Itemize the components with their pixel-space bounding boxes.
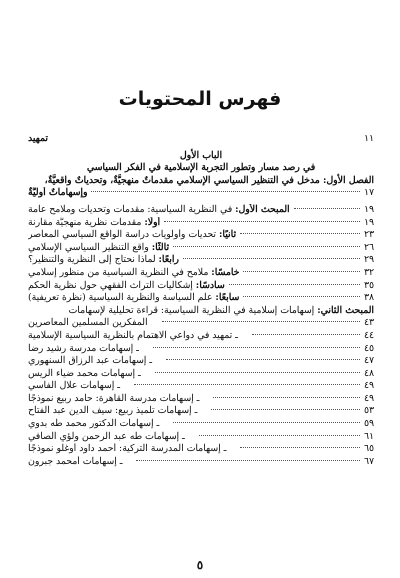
toc-entry-section1 [28, 204, 374, 217]
page-ref: ٦٧ [364, 455, 374, 467]
entry-text [28, 254, 179, 267]
item-label: خامسًا: [211, 266, 240, 278]
page-ref: ٤٩ [364, 392, 374, 404]
item-title: مقدمات نظرية منهجيَّة مقارنة [28, 216, 145, 228]
page-ref: ٤٨ [364, 367, 374, 379]
toc-entry [28, 456, 374, 469]
entry-text: ـ إسهامات تلميذ ربيع: سيف الدين عبد الفتاح [28, 405, 198, 417]
entry-text: ـ إسهامات علال الفاسي [28, 380, 120, 392]
toc-entry [28, 254, 374, 267]
leader-dots [173, 245, 360, 247]
page-ref: ٤٣ [364, 317, 374, 329]
leader-dots [164, 220, 360, 222]
toc-entry [28, 292, 374, 305]
page-ref: ١٩ [364, 216, 374, 228]
section2-heading-line1 [28, 305, 374, 318]
page-ref: ٢٣ [364, 229, 374, 241]
section-label: المبحث الأول: [235, 203, 290, 215]
leader-dots [153, 346, 360, 348]
leader-dots [166, 358, 360, 360]
leader-dots [211, 408, 360, 410]
chapter-heading-line1: الفصل الأول: مدخل في التنظير السياسي الإسلامي مقدماتٌ منهجيَّةٌ، وتحدياتٌ واقعيَّةٌ، [44, 174, 374, 186]
page-ref: ٦٥ [364, 443, 374, 455]
leader-dots [173, 421, 360, 423]
page-ref: ٣٨ [364, 292, 374, 304]
leader-dots [91, 190, 360, 192]
entry-text [28, 267, 239, 280]
item-label: سادسًا: [195, 279, 225, 291]
page-ref: ٣٥ [364, 279, 374, 291]
section-label: المبحث الثاني: [317, 304, 374, 316]
leader-dots [199, 434, 360, 436]
toc-entry [28, 405, 374, 418]
toc-entry [28, 217, 374, 230]
part-subheading: في رصد مسار وتطور التجربة الإسلامية في الفكر السياسي [86, 162, 316, 174]
toc-list [28, 133, 374, 468]
item-title: ملامح في النظرية السياسية من منظور إسلامي [28, 266, 212, 278]
page-ref: ١٧ [364, 187, 374, 199]
page-ref: ٤٩ [364, 380, 374, 392]
toc-entry-chapter [28, 187, 374, 200]
toc-entry [28, 330, 374, 343]
toc-entry [28, 343, 374, 356]
item-title: تحديات وأولويات دراسة الواقع السياسي المعاصر [28, 229, 219, 241]
page-ref: ٣٢ [364, 266, 374, 278]
leader-dots [294, 207, 360, 209]
toc-entry [28, 431, 374, 444]
item-label: أولًا: [144, 216, 161, 228]
entry-text [28, 280, 225, 293]
toc-entry [28, 229, 374, 242]
leader-dots [243, 270, 360, 272]
entry-text: المفكرين المسلمين المعاصرين [28, 317, 148, 329]
toc-entry-intro [28, 133, 374, 146]
item-label: رابعًا: [158, 254, 179, 266]
item-label: ثانيًا: [218, 229, 237, 241]
page-ref: ٥٩ [364, 418, 374, 430]
page-ref: ٥٣ [364, 405, 374, 417]
entry-text [28, 229, 236, 242]
item-title: علم السياسة والنظرية السياسية (نظرة تعريفية) [28, 292, 216, 304]
entry-text [28, 292, 239, 305]
leader-dots [240, 232, 360, 234]
leader-dots [155, 371, 360, 373]
leader-dots [52, 137, 360, 138]
toc-entry [28, 368, 374, 381]
entry-text: ـ إسهامات مدرسة رشيد رضا [28, 342, 139, 354]
page-ref: ٤٤ [364, 329, 374, 341]
entry-text: ـ إسهامات أمحمد جبرون [28, 455, 123, 467]
leader-dots [183, 257, 360, 259]
section-title: إسهامات إسلامية في النظرية السياسية: قراءة تحليلية لإسهامات [68, 304, 318, 316]
leader-dots [243, 295, 360, 297]
page-ref: ٤٥ [364, 342, 374, 354]
page-title: فهرس المحتويات [118, 88, 282, 110]
entry-text: تمهيد [28, 133, 48, 144]
entry-text: ـ إسهامات محمد ضياء الريس [28, 367, 141, 379]
entry-text: وإسهاماتٌ أوليَّةٌ [28, 187, 88, 199]
entry-text: ـ إسهامات طه عبد الرحمن ولؤي الصافي [28, 430, 185, 442]
leader-dots [252, 333, 360, 335]
entry-text [28, 204, 290, 217]
item-title: لماذا نحتاج إلى النظرية والتنظير؟ [28, 254, 159, 266]
leader-dots [240, 446, 360, 448]
toc-entry [28, 380, 374, 393]
leader-dots [134, 383, 360, 385]
page-ref: ٤٧ [364, 355, 374, 367]
item-title: واقع التنظير السياسي الإسلامي [28, 241, 152, 253]
toc-entry [28, 393, 374, 406]
toc-entry [28, 242, 374, 255]
toc-entry [28, 280, 374, 293]
entry-text: ـ إسهامات عبد الرزاق السنهوري [28, 355, 153, 367]
page-ref: ٢٦ [364, 241, 374, 253]
leader-dots [213, 396, 360, 398]
toc-entry [28, 355, 374, 368]
entry-text [28, 242, 169, 255]
section-title: في النظرية السياسية: مقدمات وتحديات وملامح عامة [28, 203, 236, 215]
leader-dots [162, 320, 360, 322]
page-ref: ١٩ [364, 203, 374, 215]
page-ref: ٢٩ [364, 254, 374, 266]
toc-entry [28, 418, 374, 431]
toc-entry [28, 267, 374, 280]
page-ref: ١١ [364, 133, 374, 144]
entry-text: ـ تمهيد في دواعي الاهتمام بالنظرية السياسية الإسلامية [28, 329, 238, 341]
entry-text: ـ إسهامات مدرسة القاهرة: حامد ربيع نموذجًا [28, 392, 200, 404]
item-label: سابعًا: [215, 292, 240, 304]
item-label: ثالثًا: [151, 241, 170, 253]
entry-text: ـ إسهامات الدكتور محمد طه بدوي [28, 418, 160, 430]
item-title: إشكاليات التراث الفقهي حول نظرية الحكم [28, 279, 196, 291]
leader-dots [229, 283, 360, 285]
entry-text: ـ إسهامات المدرسة التركية: أحمد داود أوغلو نموذجًا [28, 443, 227, 455]
part-heading: الباب الأول [179, 149, 223, 161]
toc-entry-section2 [28, 317, 374, 330]
page-ref: ٦١ [364, 430, 374, 442]
leader-dots [136, 459, 360, 461]
page-number: ٥ [196, 558, 204, 572]
entry-text [28, 217, 160, 230]
toc-entry [28, 443, 374, 456]
